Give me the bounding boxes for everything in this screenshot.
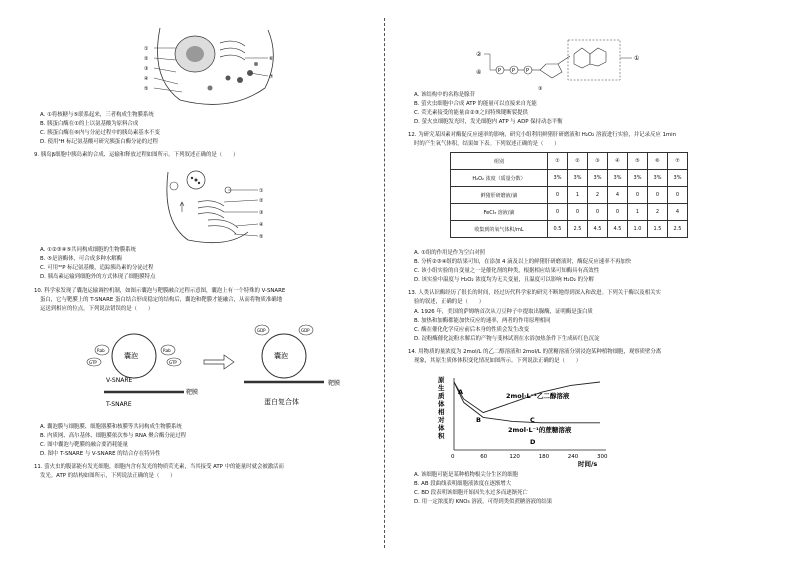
- q11-stem-line2: 发光。ATP 的结构如图所示，下列说法正确的是（ ）: [40, 473, 176, 479]
- table-row-label: 鲜猪肝研磨液/滴: [451, 187, 548, 204]
- svg-text:②: ②: [144, 56, 149, 62]
- gdp-label-right: GDP: [301, 328, 310, 333]
- table-header-cell: 组别: [451, 153, 548, 170]
- table-cell: 2.5: [568, 221, 588, 238]
- series-label-0: 2mol·L⁻¹乙二醇溶液: [506, 392, 570, 400]
- q10-option-a: A. 囊泡膜与细胞膜、细胞器膜和核膜等共同构成生物膜系统: [40, 424, 182, 430]
- rab-label-right: Rab: [163, 348, 171, 353]
- atp-p1: P: [498, 68, 502, 74]
- ylabel-char: 体: [438, 424, 445, 432]
- q9-stem: 9. 胰岛β细胞中胰岛素的合成、运输和释放过程如图所示。下列叙述正确的是（ ）: [34, 152, 239, 158]
- ylabel-char: 相: [438, 408, 445, 416]
- point-label: C: [530, 416, 535, 424]
- chart-ylabel-group: [437, 375, 445, 440]
- q8-option-b: B. 胰蛋白酶在①的上以氨基酸为原料合成: [40, 121, 139, 127]
- gtp-label-right: GTP: [169, 360, 177, 365]
- ylabel-char: 对: [438, 416, 445, 424]
- q14-option-a: A. 该细胞可能是某种植物根尖分生区的细胞: [414, 472, 519, 478]
- q11-option-c: C. 荧光素接受的能量由②③之间特殊键断裂提供: [414, 110, 528, 116]
- svg-text:③: ③: [144, 66, 149, 72]
- table-cell: 3%: [648, 170, 668, 187]
- point-label: B: [476, 416, 481, 424]
- q10-stem-line2: 蛋白，它与靶膜上的 T-SNARE 蛋白结合形成稳定的结构后，囊泡和靶膜才能融合，从而将物质准确地: [40, 297, 283, 303]
- table-cell: 4: [668, 204, 688, 221]
- table-cell: 2: [648, 204, 668, 221]
- series-label-1: 2mol·L⁻¹的蔗糖溶液: [508, 426, 572, 434]
- q9-label-1: ①: [259, 188, 264, 194]
- svg-text:①: ①: [144, 46, 149, 52]
- q12-option-b: B. 分析②③④组的结果可知，在添加 4 滴及以上的鲜猪肝研磨液时，酶促反应速率不再加快: [414, 259, 632, 265]
- experiment-table: [450, 152, 688, 238]
- q11-option-b: B. 萤火虫细胞中合成 ATP 的能量可以直接来自光能: [414, 101, 537, 107]
- x-tick-label: 300: [597, 454, 608, 460]
- table-cell: 1: [568, 187, 588, 204]
- table-row: [451, 170, 688, 187]
- q13-option-d: D. 淀粉酶催化淀粉水解后的产物与斐林试剂在水浴加热条件下生成砖红色沉淀: [414, 336, 600, 342]
- table-header-cell: ②: [568, 153, 588, 170]
- q11-stem-line1: 11. 萤火虫的腹部能有发光细胞，细胞内含有发光的物质荧光素，当其接受 ATP 中的能量时就会被激活而: [34, 464, 284, 470]
- table-cell: 1.5: [648, 221, 668, 238]
- q12-option-c: C. 该小组实验的自变量之一是催化剂的种类，根据相应结果可知酶具有高效性: [414, 268, 600, 274]
- table-cell: 0: [548, 204, 568, 221]
- table-row-label: FeCl₃ 溶液/滴: [451, 204, 548, 221]
- atp-structure-figure: [474, 36, 654, 92]
- table-header-row: [451, 153, 688, 170]
- q13-stem-line1: 13. 人类认识酶经历了很长的时间，经过历代科学家的研究不断地得到深入和改进。下列关于酶以及相关实: [408, 290, 661, 296]
- table-cell: 4.5: [608, 221, 628, 238]
- table-cell: 0: [608, 204, 628, 221]
- vesicle-label-right: 囊泡: [274, 352, 288, 360]
- secretion-figure: [158, 162, 278, 244]
- q8-option-d: D. 使用³H 标记氨基酸可研究胰蛋白酶分泌的过程: [40, 139, 158, 145]
- table-cell: 0: [628, 187, 648, 204]
- table-row-label: H₂O₂ 浓度（质量分数）: [451, 170, 548, 187]
- svg-text:④: ④: [144, 76, 149, 82]
- x-tick-label: 180: [538, 454, 550, 460]
- right-column: [394, 0, 794, 562]
- q10-option-b: B. 内质网、高尔基体、细胞膜依次参与 RNA 聚合酶分泌过程: [40, 433, 187, 439]
- table-cell: 3%: [588, 170, 608, 187]
- q13-option-c: C. 酶在催化化学反应前后本身的性质会发生改变: [414, 327, 530, 333]
- gdp-label-left: GDP: [257, 328, 266, 333]
- table-cell: 0.5: [548, 221, 568, 238]
- q9-option-a: A. ①②③④⑤共同构成细胞的生物膜系统: [40, 247, 136, 253]
- q12-option-a: A. ①组的作用是作为空白对照: [414, 250, 486, 256]
- atp-p3: P: [526, 68, 530, 74]
- table-row-label: 收集到的氧气体积/mL: [451, 221, 548, 238]
- q9-option-d: D. 胰岛素运输到细胞外的方式体现了细胞膜特点: [40, 274, 156, 280]
- x-tick-label: 120: [509, 454, 520, 460]
- q12-stem-line2: 时的产生氧气体积，结果如下表。下列叙述正确的是（ ）: [414, 141, 560, 147]
- table-cell: 4: [608, 187, 628, 204]
- q14-option-c: C. BD 段表明该细胞开始因失水过多而逐渐死亡: [414, 490, 528, 496]
- table-header-cell: ⑤: [628, 153, 648, 170]
- table-cell: 1: [628, 204, 648, 221]
- svg-text:⑦: ⑦: [269, 74, 274, 80]
- q9-label-2: ②: [259, 198, 264, 204]
- chart-xlabel: 时间/s: [578, 460, 598, 468]
- q9-label-3: ③: [259, 210, 264, 216]
- atp-label-4: ④: [476, 69, 482, 76]
- table-cell: 4.5: [588, 221, 608, 238]
- q13-option-a: A. 1926 年，美国的萨姆纳首次从刀豆种子中提取出脲酶，证明酶是蛋白质: [414, 309, 593, 315]
- q11-option-a: A. 该结构中的名称是腺苷: [414, 92, 475, 98]
- atp-label-1: ①: [634, 55, 640, 62]
- q9-label-4: ④: [259, 222, 264, 228]
- x-tick-label: 0: [451, 454, 455, 460]
- table-cell: 1.0: [628, 221, 648, 238]
- table-cell: 3%: [668, 170, 688, 187]
- target-label-left: 靶膜: [186, 389, 199, 396]
- gtp-label-left: GTP: [89, 360, 97, 365]
- ylabel-char: 质: [438, 392, 445, 400]
- ylabel-char: 体: [438, 400, 445, 408]
- q9-label-5: ⑤: [259, 234, 264, 240]
- left-column: [0, 0, 380, 562]
- ylabel-char: 原: [438, 376, 445, 384]
- table-cell: 2.5: [668, 221, 688, 238]
- vsnare-label: V-SNARE: [106, 377, 133, 384]
- svg-text:⑤: ⑤: [144, 86, 149, 92]
- x-tick-label: 240: [567, 454, 579, 460]
- table-cell: 0: [548, 187, 568, 204]
- table-header-cell: ④: [608, 153, 628, 170]
- table-header-cell: ①: [548, 153, 568, 170]
- table-cell: 3%: [568, 170, 588, 187]
- target-label-right: 靶膜: [328, 380, 341, 387]
- vesicle-label-left: 囊泡: [124, 352, 138, 360]
- atp-label-2: ②: [476, 51, 482, 58]
- table-cell: 3%: [548, 170, 568, 187]
- cell-figure: [140, 18, 290, 110]
- tsnare-label: T-SNARE: [106, 401, 132, 408]
- protoplast-volume-chart: [424, 370, 614, 470]
- table-header-cell: ⑦: [668, 153, 688, 170]
- point-label: D: [530, 438, 536, 446]
- series-group: [454, 382, 600, 446]
- table-row: [451, 187, 688, 204]
- ylabel-char: 积: [438, 432, 445, 440]
- q10-option-c: C. 图中囊泡与靶膜的融合要消耗能量: [40, 442, 129, 448]
- table-row: [451, 204, 688, 221]
- table-cell: 0: [668, 187, 688, 204]
- q12-option-d: D. 该实验中温度与 H₂O₂ 浓度均为无关变量，且温度可以影响 H₂O₂ 的分解: [414, 277, 594, 283]
- q9-option-b: B. ⑤是溶酶体，可合成多种水解酶: [40, 256, 123, 262]
- rab-label-left: Rab: [97, 348, 105, 353]
- vesicle-fusion-figure: [74, 318, 364, 418]
- q14-option-b: B. AB 段曲线表明细胞液浓度在逐渐增大: [414, 481, 512, 487]
- x-tick-label: 60: [480, 454, 488, 460]
- q14-stem-line2: 现象，其原生质体体积变化情况如图所示。下列说法正确的是（ ）: [414, 358, 582, 364]
- column-divider: [384, 18, 385, 548]
- q8-option-a: A. ①将核糖与⑤联系起来，三者构成生物膜系统: [40, 112, 154, 118]
- q11-option-d: D. 萤火虫细胞发光时，发光细胞内 ATP 与 ADP 保持动态平衡: [414, 119, 563, 125]
- atp-label-3: ③: [538, 86, 543, 92]
- table-cell: 0: [588, 204, 608, 221]
- q8-option-c: C. 胰蛋白酶在⑥内与分泌过程中的胰岛素基本不变: [40, 130, 160, 136]
- table-cell: 2: [588, 187, 608, 204]
- table-cell: 3%: [628, 170, 648, 187]
- q10-option-d: D. 图中 T-SNARE 与 V-SNARE 的结合存在特异性: [40, 451, 161, 457]
- complex-label: 蛋白复合体: [264, 398, 299, 406]
- table-cell: 0: [568, 204, 588, 221]
- q10-stem-line3: 运送到相应的位点。下列说法错误的是（ ）: [40, 306, 154, 312]
- atp-p2: P: [512, 68, 516, 74]
- q10-stem-line1: 10. 科学家发现了囊泡运输调控机制，如图示囊泡与靶膜融合过程示意图，囊泡上有一个特殊的 V-SNARE: [34, 288, 286, 294]
- q13-stem-line2: 验的叙述，正确的是（ ）: [414, 299, 485, 305]
- q14-stem-line1: 14. 用物质的量浓度为 2mol/L 的乙二醇溶液和 2mol/L 的蔗糖溶液分别浸泡某种植物细胞，观察质壁分离: [408, 349, 662, 355]
- table-row: [451, 221, 688, 238]
- table-cell: 3%: [608, 170, 628, 187]
- q9-option-c: C. 可用³²P 标记氨基酸，追踪胰岛素的分泌过程: [40, 265, 154, 271]
- ylabel-char: 生: [438, 384, 445, 392]
- svg-text:⑥: ⑥: [269, 56, 274, 62]
- q12-stem-line1: 12. 为研究某因素对酶促反应速率的影响，研究小组利用鲜猪肝研磨液和 H₂O₂ 溶液进行实验，并记录反应 1min: [408, 132, 677, 138]
- point-label: A: [458, 388, 464, 396]
- q13-option-b: B. 加热和加酶都能加快反应的速率，两者的作用原理相同: [414, 318, 551, 324]
- table-header-cell: ③: [588, 153, 608, 170]
- table-header-cell: ⑥: [648, 153, 668, 170]
- table-cell: 0: [648, 187, 668, 204]
- q14-option-d: D. 用一定浓度的 KNO₃ 溶液，可得到类似蔗糖溶液的结果: [414, 499, 553, 505]
